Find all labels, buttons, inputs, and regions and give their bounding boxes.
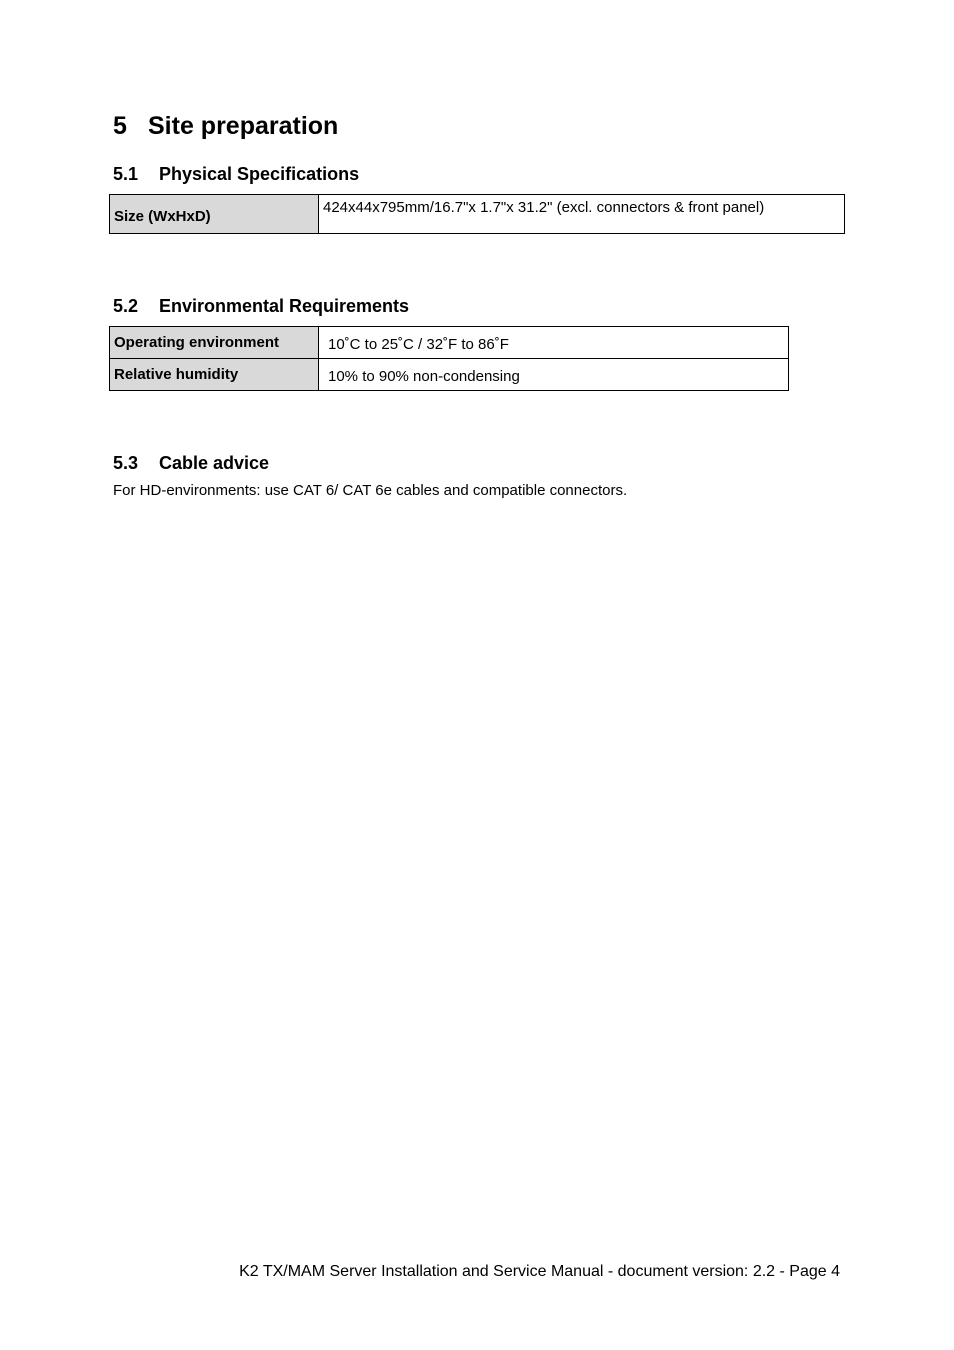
table-row [110,327,789,359]
section-heading-cable-advice [113,453,269,474]
section-title: Environmental Requirements [159,296,410,316]
page-footer: K2 TX/MAM Server Installation and Service Manual - document version: 2.2 - Page 4 [239,1263,840,1280]
chapter-title: Site preparation [148,112,339,140]
spec-label-relative-humidity: Relative humidity [110,359,319,391]
spec-value-size: 424x44x795mm/16.7"x 1.7"x 31.2" (excl. connectors & front panel) [319,195,845,234]
physical-specifications-table [109,194,845,234]
chapter-heading [113,112,338,141]
table-row [110,195,845,234]
spec-value-operating-environment: 10˚C to 25˚C / 32˚F to 86˚F [319,327,789,359]
spec-label-size: Size (WxHxD) [110,195,319,234]
spec-value-relative-humidity: 10% to 90% non-condensing [319,359,789,391]
section-title: Cable advice [159,453,270,473]
table-row [110,359,789,391]
cable-advice-text: For HD-environments: use CAT 6/ CAT 6e cables and compatible connectors. [113,482,628,499]
section-heading-physical-specifications [113,164,359,185]
section-title: Physical Specifications [159,164,360,184]
spec-label-operating-environment: Operating environment [110,327,319,359]
section-heading-environmental-requirements [113,296,409,317]
chapter-number: 5 [113,112,127,140]
environmental-requirements-table [109,326,789,391]
section-number: 5.3 [113,453,139,473]
section-number: 5.1 [113,164,139,184]
section-number: 5.2 [113,296,139,316]
